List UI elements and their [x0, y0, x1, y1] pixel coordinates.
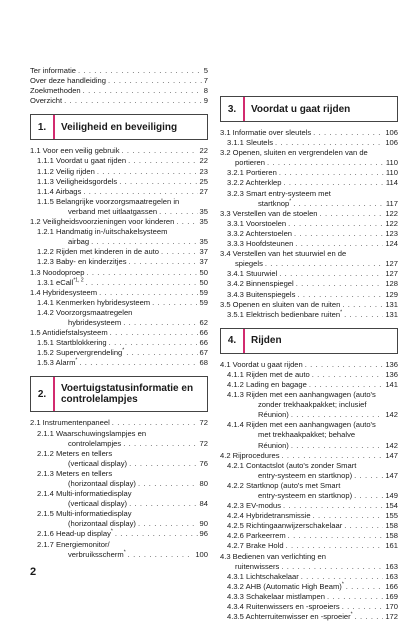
toc-entry[interactable]: 2.1 Instrumentenpaneel . . . 72 [30, 418, 208, 428]
toc-entry-continuation[interactable]: (horizontaal display) . . . 90 [30, 519, 208, 529]
toc-entry[interactable]: 4.3.2 AHB (Automatic High Beam)* . . . 166 [220, 582, 398, 592]
toc-entry[interactable]: 2.1.2 Meters en tellers [37, 448, 113, 458]
toc-entry-continuation[interactable]: controlelampjes . . . 72 [30, 439, 208, 449]
chapter-number: 3. [221, 97, 245, 121]
toc-entry-continuation[interactable]: (verticaal display) . . . 84 [30, 499, 208, 509]
toc-entry[interactable]: 2.1.1 Waarschuwingslampjes en [37, 428, 147, 438]
chapter-2-entries [30, 418, 208, 559]
toc-entry-continuation[interactable]: verbruiksscherm* . . . 100 [30, 550, 208, 560]
toc-entry[interactable]: 1.5.2 Supervergrendeling* . . . 67 [30, 348, 208, 358]
toc-entry[interactable]: 3.2 Openen, sluiten en vergrendelen van de [220, 148, 368, 158]
chapter-number: 2. [31, 377, 55, 411]
front-matter-list [30, 66, 208, 106]
toc-entry[interactable]: 3.2.3 Smart entry-systeem met [227, 188, 331, 198]
toc-entry[interactable]: 2.1.5 Multi-informatiedisplay [37, 509, 132, 519]
toc-entry-continuation[interactable]: zonder trekhaakpakket; inclusief [258, 400, 367, 410]
toc-entry[interactable]: 1.5 Antidiefstalsysteem . . . 66 [30, 328, 208, 338]
toc-entry[interactable]: 4.3.4 Ruitenwissers en -sproeiers . . . 170 [220, 602, 398, 612]
toc-entry[interactable]: 3.3.3 Hoofdsteunen . . . 124 [220, 239, 398, 249]
toc-entry[interactable]: 3.4.3 Buitenspiegels . . . 129 [220, 290, 398, 300]
toc-entry[interactable]: 2.1.7 Energiemonitor/ [37, 539, 110, 549]
toc-entry[interactable]: 1.2.3 Baby- en kinderzitjes . . . 37 [30, 257, 208, 267]
chapter-1-entries [30, 146, 208, 368]
toc-entry[interactable]: 4.2.7 Brake Hold . . . 161 [220, 541, 398, 551]
toc-entry[interactable]: 3.1.1 Sleutels . . . 106 [220, 138, 398, 148]
toc-entry[interactable]: 2.1.4 Multi-informatiedisplay [37, 489, 132, 499]
toc-entry[interactable]: 4.2 Rijprocedures . . . 147 [220, 451, 398, 461]
toc-entry[interactable]: 1.4 Hybridesysteem . . . 59 [30, 288, 208, 298]
toc-entry[interactable]: 1.2 Veiligheidsvoorzieningen voor kinderen . . . 35 [30, 217, 208, 227]
chapter-3-heading[interactable] [220, 96, 398, 122]
toc-entry[interactable]: 4.1.2 Lading en bagage . . . 141 [220, 380, 398, 390]
toc-entry[interactable]: 3.4.2 Binnenspiegel . . . 128 [220, 279, 398, 289]
toc-entry[interactable]: 1.3.1 eCall$^{*1, 2}$ . . . 50 [30, 278, 208, 288]
toc-entry[interactable]: 4.3.1 Lichtschakelaar . . . 163 [220, 572, 398, 582]
toc-entry-continuation[interactable]: entry-systeem en startknop) . . . 147 [220, 471, 398, 481]
toc-entry-continuation[interactable]: entry-systeem en startknop) . . . 149 [220, 491, 398, 501]
toc-entry[interactable]: 1.3 Noodoproep . . . 50 [30, 268, 208, 278]
toc-left-column [30, 66, 208, 560]
toc-entry[interactable]: 4.1 Voordat u gaat rijden . . . 136 [220, 360, 398, 370]
chapter-4-entries [220, 360, 398, 622]
toc-entry[interactable]: 1.1.4 Airbags . . . 27 [30, 187, 208, 197]
toc-entry[interactable]: Zoekmethoden . . . 8 [30, 86, 208, 96]
toc-right-column [220, 66, 398, 622]
toc-entry[interactable]: 3.2.2 Achterklep . . . 114 [220, 178, 398, 188]
toc-entry[interactable]: 1.5.1 Startblokkering . . . 66 [30, 338, 208, 348]
toc-entry[interactable]: 1.1.5 Belangrijke voorzorgsmaatregelen in [37, 196, 180, 206]
toc-entry[interactable]: 1.2.1 Handmatig in-/uitschakelsysteem [37, 227, 168, 237]
toc-entry[interactable]: 4.2.6 Parkeerrem . . . 158 [220, 531, 398, 541]
toc-entry[interactable]: 4.3.3 Schakelaar mistlampen . . . 169 [220, 592, 398, 602]
toc-entry[interactable]: 4.2.1 Contactslot (auto's zonder Smart [227, 460, 357, 470]
toc-entry-continuation[interactable]: met trekhaakpakket; behalve [258, 430, 356, 440]
toc-entry-continuation[interactable]: (verticaal display) . . . 76 [30, 459, 208, 469]
toc-entry-continuation[interactable]: verband met uitlaatgassen . . . 35 [30, 207, 208, 217]
toc-entry[interactable]: 4.2.2 Startknop (auto's met Smart [227, 480, 341, 490]
chapter-4-heading[interactable] [220, 328, 398, 354]
chapter-title: Veiligheid en beveiliging [61, 121, 178, 133]
chapter-3-entries [220, 128, 398, 320]
toc-entry[interactable]: 1.1.2 Veilig rijden . . . 23 [30, 167, 208, 177]
toc-entry-continuation[interactable]: ruitenwissers . . . 163 [220, 562, 398, 572]
toc-entry[interactable]: Ter informatie . . . 5 [30, 66, 208, 76]
toc-entry[interactable]: Overzicht . . . 9 [30, 96, 208, 106]
toc-entry-continuation[interactable]: startknop* . . . 117 [220, 199, 398, 209]
toc-entry[interactable]: 4.3 Bedienen van verlichting en [220, 551, 326, 561]
chapter-2-heading[interactable] [30, 376, 208, 412]
toc-entry[interactable]: 4.1.3 Rijden met een aanhangwagen (auto's [227, 390, 376, 400]
toc-entry[interactable]: 1.2.2 Rijden met kinderen in de auto . . . 37 [30, 247, 208, 257]
toc-entry[interactable]: 1.1 Voor een veilig gebruik . . . 22 [30, 146, 208, 156]
toc-entry-continuation[interactable]: hybridesysteem . . . 62 [30, 318, 208, 328]
chapter-title: Voertuigstatusinformatie en controlelampjes [61, 383, 194, 406]
toc-entry[interactable]: 3.2.1 Portieren . . . 110 [220, 168, 398, 178]
toc-entry-continuation[interactable]: spiegels . . . 127 [220, 259, 398, 269]
toc-entry[interactable]: 3.5.1 Elektrisch bedienbare ruiten* . . . 131 [220, 310, 398, 320]
toc-entry-continuation[interactable]: airbag . . . 35 [30, 237, 208, 247]
toc-entry[interactable]: 4.2.5 Richtingaanwijzerschakelaar . . . 158 [220, 521, 398, 531]
toc-entry-continuation[interactable]: Réunion) . . . 142 [220, 441, 398, 451]
chapter-1-heading[interactable] [30, 114, 208, 140]
toc-entry[interactable]: 3.4 Verstellen van het stuurwiel en de [220, 249, 347, 259]
toc-entry[interactable]: 2.1.3 Meters en tellers [37, 468, 113, 478]
toc-entry-continuation[interactable]: Réunion) . . . 142 [220, 410, 398, 420]
toc-entry[interactable]: 1.1.3 Veiligheidsgordels . . . 25 [30, 177, 208, 187]
toc-entry[interactable]: 3.3 Verstellen van de stoelen . . . 122 [220, 209, 398, 219]
chapter-number: 4. [221, 329, 245, 353]
page-number: 2 [30, 566, 37, 578]
toc-entry[interactable]: 4.3.5 Achterruitenwisser en -sproeier* . . . 172 [220, 612, 398, 622]
toc-entry[interactable]: 4.2.3 EV-modus . . . 154 [220, 501, 398, 511]
toc-entry[interactable]: 3.1 Informatie over sleutels . . . 106 [220, 128, 398, 138]
toc-entry[interactable]: Over deze handleiding . . . 7 [30, 76, 208, 86]
toc-entry[interactable]: 1.1.1 Voordat u gaat rijden . . . 22 [30, 156, 208, 166]
toc-entry[interactable]: 1.4.2 Voorzorgsmaatregelen [37, 307, 133, 317]
toc-entry[interactable]: 4.1.1 Rijden met de auto . . . 136 [220, 370, 398, 380]
toc-entry[interactable]: 3.3.2 Achterstoelen . . . 123 [220, 229, 398, 239]
toc-entry[interactable]: 3.3.1 Voorstoelen . . . 122 [220, 219, 398, 229]
toc-entry[interactable]: 2.1.6 Head-up display* . . . 96 [30, 529, 208, 539]
toc-entry[interactable]: 4.2.4 Hybridetransmissie . . . 155 [220, 511, 398, 521]
toc-entry[interactable]: 3.5 Openen en sluiten van de ruiten . . . 131 [220, 300, 398, 310]
toc-entry-continuation[interactable]: portieren . . . 110 [220, 158, 398, 168]
chapter-title: Rijden [251, 335, 282, 347]
toc-entry[interactable]: 4.1.4 Rijden met een aanhangwagen (auto's [227, 420, 376, 430]
toc-entry[interactable]: 1.5.3 Alarm* . . . 68 [30, 358, 208, 368]
chapter-number: 1. [31, 115, 55, 139]
toc-entry[interactable]: 1.4.1 Kenmerken hybridesysteem . . . 59 [30, 298, 208, 308]
toc-entry-continuation[interactable]: (horizontaal display) . . . 80 [30, 479, 208, 489]
chapter-title: Voordat u gaat rijden [251, 103, 351, 115]
toc-entry[interactable]: 3.4.1 Stuurwiel . . . 127 [220, 269, 398, 279]
